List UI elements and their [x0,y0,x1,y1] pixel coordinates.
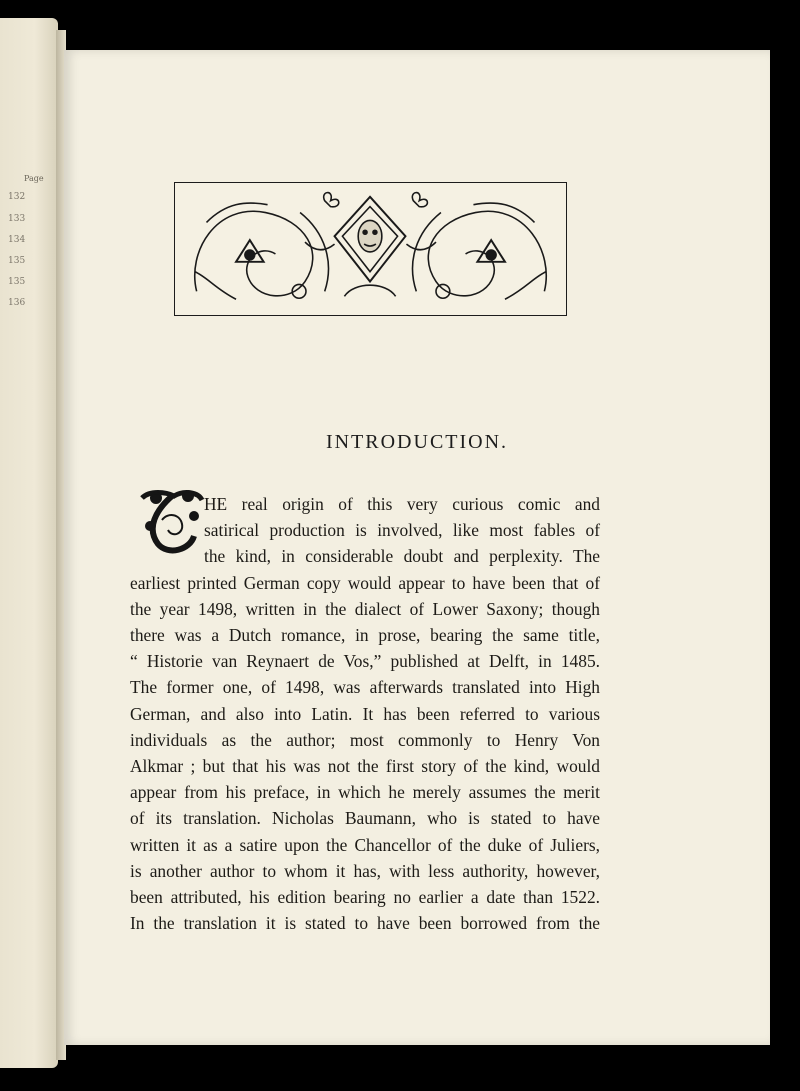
text-line: there was a Dutch romance, in prose, bearing the same title, [130,625,600,646]
right-page [64,50,770,1045]
text-line: The former one, of 1498, was afterwards translated into High [130,677,600,698]
introduction-body-text [130,491,600,936]
text-line: HE real origin of this very curious comic and [204,494,600,514]
page-number: 133 [8,214,26,224]
text-line: is another author to whom it has, with less authority, however, [130,860,600,881]
page-number: 135 [8,277,26,287]
text-line: satirical production is involved, like most fables of [204,520,600,541]
foliate-headpiece-ornament-icon [174,182,567,316]
page-number: 135 [8,256,26,266]
text-line: the year 1498, written in the dialect of Lower Saxony; though [130,598,600,619]
text-line: the kind, in considerable doubt and perplexity. The [204,546,600,567]
text-line: of its translation. Nicholas Baumann, who is stated to have [130,808,600,829]
text-line: Alkmar ; but that his was not the first story of the kind, would [130,756,600,777]
text-line: been attributed, his edition bearing no earlier a date than 1522. [130,887,600,908]
page-number: 134 [8,235,26,245]
text-line: “ Historie van Reynaert de Vos,” published at Delft, in 1485. [130,651,600,672]
text-line: earliest printed German copy would appear to have been that of [130,572,600,593]
page-number: 136 [8,298,26,308]
page-column-label: Page [24,174,44,183]
text-line: individuals as the author; most commonly to Henry Von [130,729,600,750]
page-number: 132 [8,192,26,202]
text-line: In the translation it is stated to have been borrowed from the [130,913,600,934]
text-line: written it as a satire upon the Chancellor of the duke of Juliers, [130,834,600,855]
facing-left-page [0,18,58,1068]
chapter-heading: INTRODUCTION. [325,431,509,453]
text-line: appear from his preface, in which he merely assumes the merit [130,782,600,803]
text-line: German, and also into Latin. It has been referred to various [130,703,600,724]
